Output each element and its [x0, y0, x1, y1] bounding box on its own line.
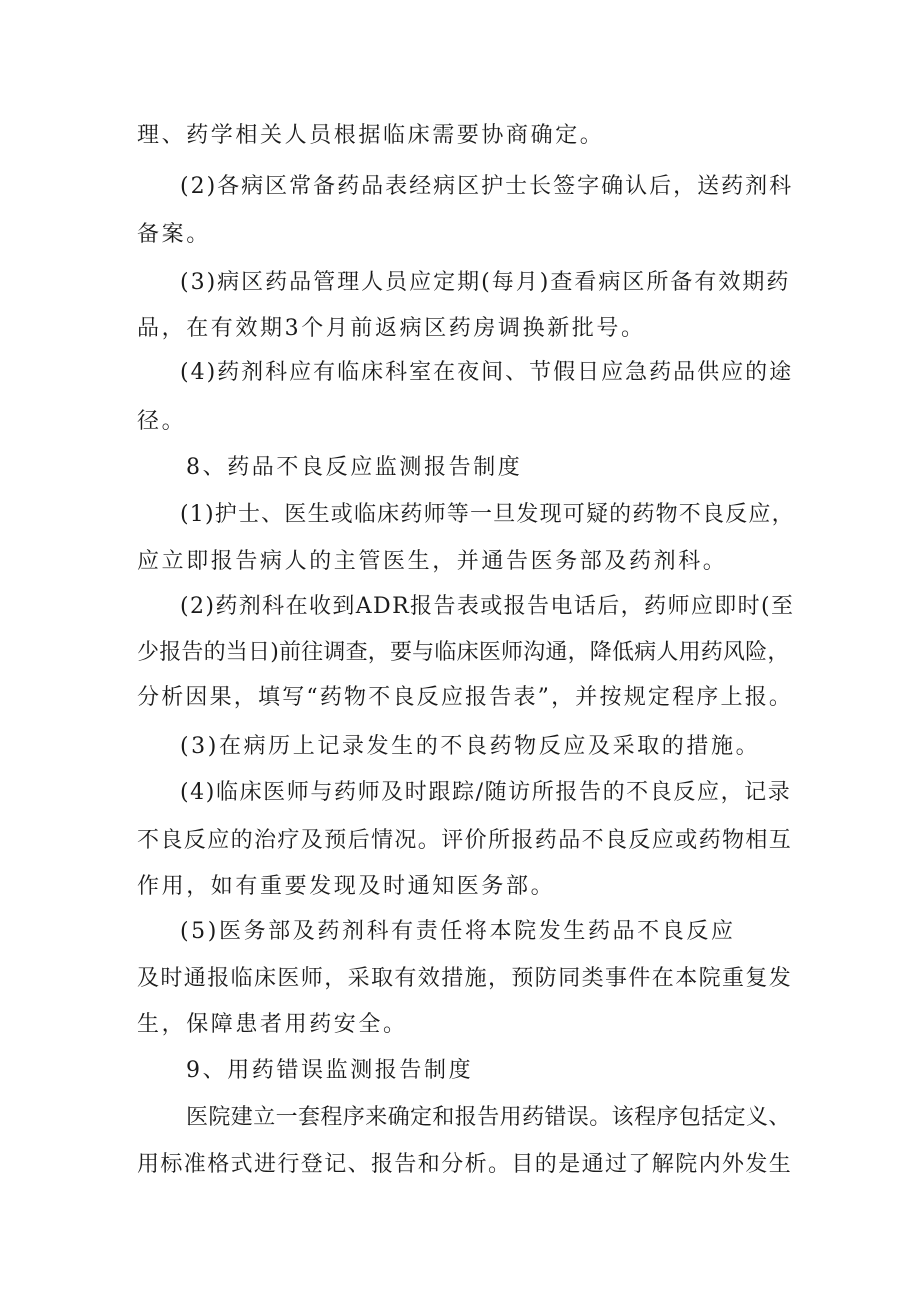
section-heading: 9、用药错误监测报告制度 — [186, 1058, 474, 1083]
paragraph-line: (2)药剂科在收到ADR报告表或报告电话后，药师应即时(至 — [180, 594, 795, 619]
paragraph-line: 分析因果，填写“药物不良反应报告表”，并按规定程序上报。 — [137, 685, 794, 710]
paragraph-line: 及时通报临床医师，采取有效措施，预防同类事件在本院重复发 — [137, 966, 793, 991]
paragraph-line: 作用，如有重要发现及时通知医务部。 — [137, 874, 556, 899]
paragraph-line: 不良反应的治疗及预后情况。评价所报药品不良反应或药物相互 — [137, 828, 793, 853]
paragraph-line: 径。 — [137, 409, 187, 434]
paragraph-line: 品，在有效期3个月前返病区药房调换新批号。 — [137, 316, 646, 341]
paragraph-line: (5)医务部及药剂科有责任将本院发生药品不良反应 — [180, 919, 736, 944]
paragraph-line: (1)护士、医生或临床药师等一旦发现可疑的药物不良反应， — [180, 502, 795, 527]
paragraph-line: (3)病区药品管理人员应定期(每月)查看病区所备有效期药 — [180, 270, 791, 295]
section-heading: 8、药品不良反应监测报告制度 — [186, 455, 523, 480]
paragraph-line: (4)药剂科应有临床科室在夜间、节假日应急药品供应的途 — [180, 360, 794, 385]
paragraph-line: 应立即报告病人的主管医生，并通告医务部及药剂科。 — [137, 549, 728, 574]
paragraph-line: (4)临床医师与药师及时跟踪/随访所报告的不良反应，记录 — [180, 780, 792, 805]
paragraph-line: 用标准格式进行登记、报告和分析。目的是通过了解院内外发生 — [137, 1152, 793, 1177]
paragraph-line: 少报告的当日)前往调查，要与临床医师沟通，降低病人用药风险， — [137, 640, 790, 665]
paragraph-line: (2)各病区常备药品表经病区护士长签字确认后，送药剂科 — [180, 174, 794, 199]
paragraph-line: 理、药学相关人员根据临床需要协商确定。 — [137, 123, 605, 148]
paragraph-line: 医院建立一套程序来确定和报告用药错误。该程序包括定义、 — [186, 1105, 791, 1130]
paragraph-line: 备案。 — [137, 222, 211, 247]
paragraph-line: (3)在病历上记录发生的不良药物反应及采取的措施。 — [180, 734, 761, 759]
paragraph-line: 生，保障患者用药安全。 — [137, 1012, 408, 1037]
